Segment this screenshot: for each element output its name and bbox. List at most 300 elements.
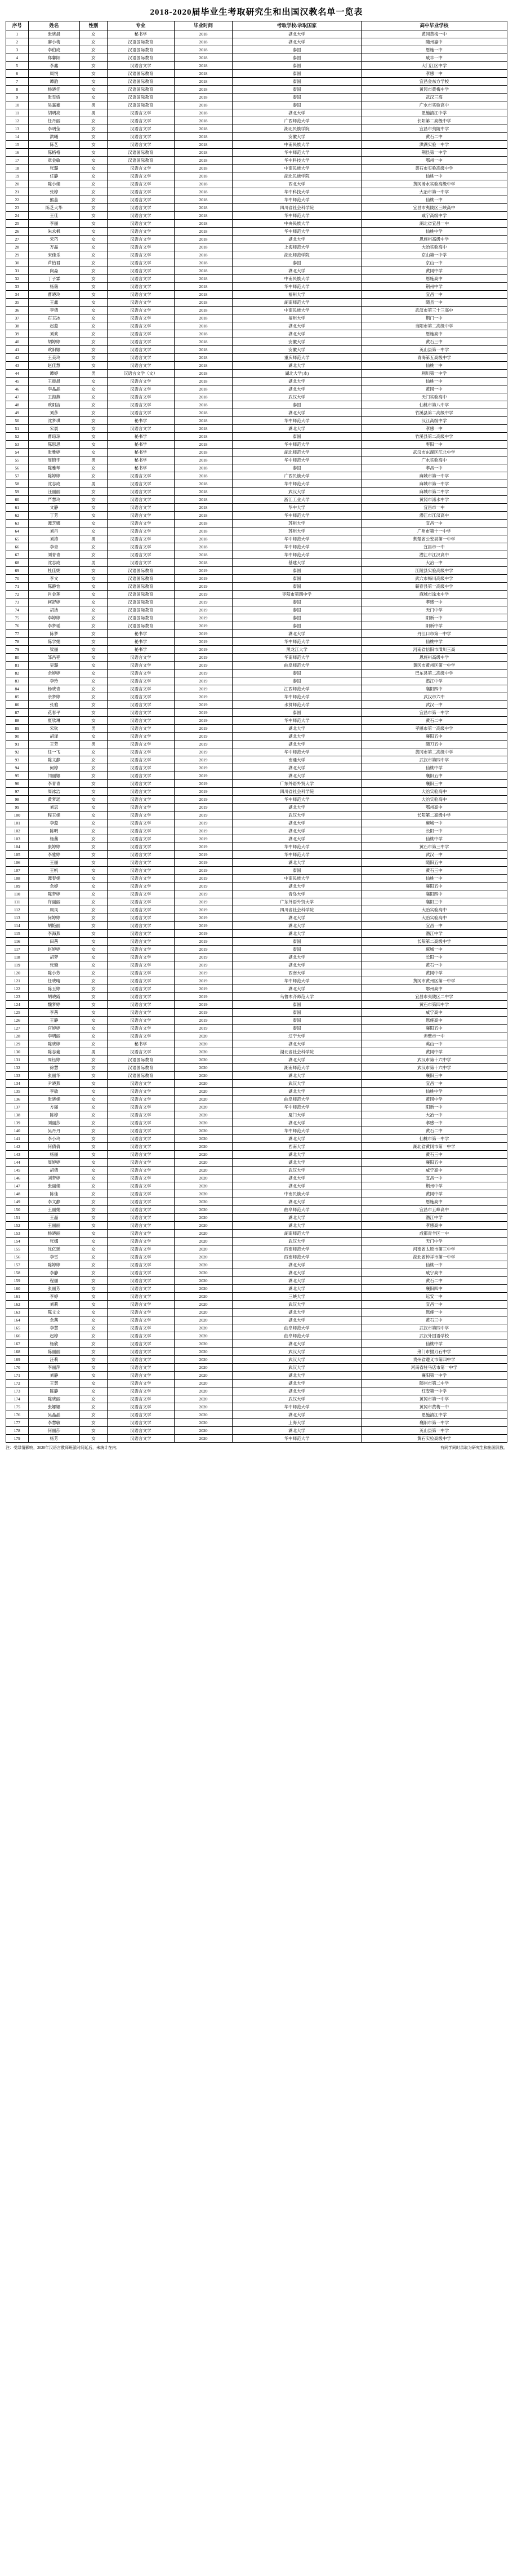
cell-major: 汉语言文学 (107, 1001, 174, 1009)
cell-index: 119 (6, 961, 29, 969)
cell-name: 李明莹 (28, 125, 79, 133)
cell-high-school: 湖北省黄冈市第一中学 (361, 1143, 507, 1151)
cell-index: 128 (6, 1032, 29, 1040)
cell-high-school: 麻城市涂水中学 (361, 591, 507, 598)
cell-major: 汉语言文学 (107, 733, 174, 741)
cell-graduation-year: 2018 (174, 243, 233, 251)
cell-major: 汉语国际教育 (107, 1064, 174, 1072)
cell-high-school: 孝昌一中 (361, 464, 507, 472)
cell-index: 63 (6, 520, 29, 527)
cell-major: 汉语言文学 (107, 378, 174, 385)
cell-graduation-year: 2018 (174, 464, 233, 472)
cell-high-school: 咸宁高中 (361, 1009, 507, 1017)
cell-destination: 武汉大学 (233, 393, 362, 401)
cell-major: 汉语言文学 (107, 1143, 174, 1151)
cell-major: 汉语言文学 (107, 701, 174, 709)
cell-destination: 湖北大学 (233, 985, 362, 993)
cell-major: 汉语言文学 (107, 772, 174, 780)
cell-gender: 女 (80, 1380, 108, 1387)
cell-gender: 女 (80, 228, 108, 236)
cell-name: 王佳 (28, 212, 79, 220)
cell-name: 丁子霖 (28, 275, 79, 283)
cell-name: 夏欣琳 (28, 717, 79, 725)
cell-name: 陈明 (28, 827, 79, 835)
cell-destination: 湖北大学 (233, 1277, 362, 1285)
cell-index: 134 (6, 1080, 29, 1088)
cell-index: 15 (6, 141, 29, 149)
cell-graduation-year: 2018 (174, 236, 233, 243)
cell-high-school: 黄石一中 (361, 961, 507, 969)
cell-high-school: 仙桃中学 (361, 638, 507, 646)
cell-graduation-year: 2018 (174, 109, 233, 117)
cell-high-school: 英山县第一中学 (361, 346, 507, 354)
cell-graduation-year: 2020 (174, 1403, 233, 1411)
table-row (6, 535, 507, 543)
cell-destination: 湖北大学 (233, 267, 362, 275)
cell-major: 汉语言文学 (107, 725, 174, 733)
cell-major: 汉语言文学 (107, 322, 174, 330)
cell-index: 178 (6, 1427, 29, 1435)
cell-graduation-year: 2020 (174, 1080, 233, 1088)
cell-index: 165 (6, 1324, 29, 1332)
cell-gender: 女 (80, 307, 108, 314)
cell-graduation-year: 2018 (174, 141, 233, 149)
table-row (6, 709, 507, 717)
cell-destination: 安徽大学 (233, 346, 362, 354)
cell-gender: 女 (80, 1293, 108, 1301)
cell-graduation-year: 2019 (174, 875, 233, 883)
cell-gender: 女 (80, 259, 108, 267)
cell-major: 汉语国际教育 (107, 591, 174, 598)
table-row (6, 875, 507, 883)
cell-index: 157 (6, 1261, 29, 1269)
cell-high-school: 襄阳三中 (361, 898, 507, 906)
cell-major: 汉语言文学 (107, 307, 174, 314)
cell-major: 汉语国际教育 (107, 54, 174, 62)
cell-graduation-year: 2020 (174, 1419, 233, 1427)
cell-gender: 女 (80, 630, 108, 638)
cell-major: 汉语言文学 (107, 1135, 174, 1143)
cell-gender: 女 (80, 1009, 108, 1017)
cell-graduation-year: 2018 (174, 314, 233, 322)
cell-destination: 泰国 (233, 1017, 362, 1025)
cell-major: 汉语言文学 (107, 954, 174, 961)
cell-destination: 华中师范大学 (233, 149, 362, 157)
table-row (6, 725, 507, 733)
cell-major: 汉语言文学 (107, 543, 174, 551)
cell-destination: 华中师范大学 (233, 851, 362, 859)
cell-major: 汉语国际教育 (107, 567, 174, 575)
table-header (6, 21, 507, 30)
cell-destination: 武汉大学 (233, 1080, 362, 1088)
cell-destination: 华中师范大学 (233, 228, 362, 236)
cell-gender: 女 (80, 851, 108, 859)
cell-graduation-year: 2018 (174, 101, 233, 109)
cell-graduation-year: 2018 (174, 330, 233, 338)
cell-name: 刘丹 (28, 527, 79, 535)
cell-index: 95 (6, 772, 29, 780)
cell-gender: 女 (80, 1088, 108, 1096)
cell-graduation-year: 2019 (174, 812, 233, 819)
table-row (6, 409, 507, 417)
cell-name: 陈丽丽 (28, 1348, 79, 1356)
cell-graduation-year: 2019 (174, 756, 233, 764)
table-row (6, 1380, 507, 1387)
cell-destination: 福州大学 (233, 314, 362, 322)
cell-name: 陈文文 (28, 1309, 79, 1316)
cell-gender: 女 (80, 1364, 108, 1372)
cell-name: 李青青 (28, 780, 79, 788)
cell-high-school: 红安第一中学 (361, 1387, 507, 1395)
cell-graduation-year: 2019 (174, 788, 233, 796)
cell-high-school: 鄂州高中 (361, 804, 507, 812)
cell-major: 汉语言文学 (107, 1245, 174, 1253)
cell-index: 120 (6, 969, 29, 977)
cell-destination: 浙江工业大学 (233, 496, 362, 504)
cell-major: 汉语言文学 (107, 1277, 174, 1285)
cell-gender: 女 (80, 409, 108, 417)
cell-major: 汉语言文学 (107, 243, 174, 251)
table-row (6, 464, 507, 472)
cell-name: 李敏 (28, 1088, 79, 1096)
cell-gender: 女 (80, 46, 108, 54)
cell-graduation-year: 2019 (174, 630, 233, 638)
table-row (6, 654, 507, 662)
cell-index: 96 (6, 780, 29, 788)
cell-index: 49 (6, 409, 29, 417)
cell-graduation-year: 2020 (174, 1167, 233, 1174)
cell-graduation-year: 2018 (174, 354, 233, 362)
cell-high-school: 襄阳市第一中学 (361, 1419, 507, 1427)
table-row (6, 898, 507, 906)
cell-high-school: 荆州中学 (361, 1182, 507, 1190)
cell-major: 汉语言文学 (107, 1048, 174, 1056)
table-row (6, 512, 507, 520)
cell-graduation-year: 2019 (174, 764, 233, 772)
cell-graduation-year: 2019 (174, 1025, 233, 1032)
cell-gender: 女 (80, 938, 108, 946)
cell-graduation-year: 2019 (174, 772, 233, 780)
cell-index: 46 (6, 385, 29, 393)
cell-graduation-year: 2019 (174, 993, 233, 1001)
cell-gender: 女 (80, 819, 108, 827)
table-row (6, 141, 507, 149)
cell-destination: 湖北大学 (233, 425, 362, 433)
cell-index: 123 (6, 993, 29, 1001)
cell-graduation-year: 2020 (174, 1190, 233, 1198)
cell-name: 赵婷 (28, 1332, 79, 1340)
cell-high-school: 孝感市第一高级中学 (361, 725, 507, 733)
cell-destination: 泰国 (233, 101, 362, 109)
cell-destination: 曲阜师范大学 (233, 662, 362, 670)
table-row (6, 583, 507, 591)
cell-destination: 广西师范大学 (233, 117, 362, 125)
cell-name: 任一飞 (28, 748, 79, 756)
cell-graduation-year: 2018 (174, 488, 233, 496)
cell-destination: 西南大学 (233, 969, 362, 977)
cell-name: 吴丹丹 (28, 1127, 79, 1135)
cell-graduation-year: 2020 (174, 1214, 233, 1222)
cell-gender: 女 (80, 1174, 108, 1182)
cell-destination: 湖北大学 (233, 1269, 362, 1277)
table-row (6, 906, 507, 914)
cell-major: 汉语国际教育 (107, 614, 174, 622)
cell-gender: 女 (80, 693, 108, 701)
cell-destination: 华中师范大学 (233, 748, 362, 756)
cell-graduation-year: 2018 (174, 54, 233, 62)
cell-destination: 泰国 (233, 62, 362, 70)
cell-destination: 泰国 (233, 670, 362, 677)
cell-gender: 女 (80, 433, 108, 441)
cell-major: 汉语言文学（文） (107, 370, 174, 378)
cell-graduation-year: 2018 (174, 86, 233, 94)
cell-index: 87 (6, 709, 29, 717)
table-row (6, 291, 507, 299)
table-row (6, 172, 507, 180)
cell-graduation-year: 2018 (174, 78, 233, 86)
cell-high-school: 麻城市第二中学 (361, 488, 507, 496)
cell-high-school: 京山第一中学 (361, 251, 507, 259)
cell-high-school: 仙桃一中 (361, 196, 507, 204)
cell-major: 汉语言文学 (107, 819, 174, 827)
table-row (6, 267, 507, 275)
cell-graduation-year: 2020 (174, 1277, 233, 1285)
cell-name: 张丽芳 (28, 1285, 79, 1293)
cell-name: 许丽丽 (28, 898, 79, 906)
cell-name: 宋巧 (28, 236, 79, 243)
cell-high-school: 恩施州高级中学 (361, 654, 507, 662)
cell-index: 84 (6, 685, 29, 693)
table-row (6, 1064, 507, 1072)
cell-gender: 女 (80, 30, 108, 38)
cell-index: 149 (6, 1198, 29, 1206)
cell-high-school: 黄冈市黄梅中学 (361, 86, 507, 94)
cell-major: 汉语言文学 (107, 393, 174, 401)
cell-high-school: 黄石三中 (361, 1316, 507, 1324)
cell-major: 秘书学 (107, 449, 174, 456)
cell-gender: 女 (80, 496, 108, 504)
cell-graduation-year: 2019 (174, 591, 233, 598)
cell-graduation-year: 2018 (174, 346, 233, 354)
cell-index: 26 (6, 228, 29, 236)
table-row (6, 527, 507, 535)
table-row (6, 472, 507, 480)
table-row (6, 1411, 507, 1419)
cell-major: 汉语言文学 (107, 709, 174, 717)
cell-destination: 湖北大学 (233, 385, 362, 393)
cell-major: 汉语言文学 (107, 1096, 174, 1103)
cell-destination: 曲阜师范大学 (233, 1332, 362, 1340)
cell-high-school: 仙桃一中 (361, 172, 507, 180)
table-row (6, 685, 507, 693)
cell-name: 陈婷婷 (28, 1261, 79, 1269)
cell-gender: 女 (80, 1198, 108, 1206)
cell-index: 124 (6, 1001, 29, 1009)
cell-gender: 女 (80, 717, 108, 725)
table-row (6, 969, 507, 977)
cell-gender: 女 (80, 835, 108, 843)
table-row (6, 480, 507, 488)
cell-index: 28 (6, 243, 29, 251)
cell-name: 李倩 (28, 307, 79, 314)
cell-destination: 华中师范大学 (233, 456, 362, 464)
table-row (6, 1127, 507, 1135)
table-row (6, 393, 507, 401)
cell-name: 王静 (28, 1017, 79, 1025)
cell-major: 汉语言文学 (107, 867, 174, 875)
cell-major: 汉语言文学 (107, 488, 174, 496)
table-row (6, 796, 507, 804)
cell-high-school: 青海第五高级中学 (361, 354, 507, 362)
cell-index: 171 (6, 1372, 29, 1380)
table-row (6, 1332, 507, 1340)
cell-graduation-year: 2019 (174, 575, 233, 583)
cell-name: 张丽华 (28, 1072, 79, 1080)
cell-high-school: 长阳第二高级中学 (361, 938, 507, 946)
cell-major: 汉语言文学 (107, 220, 174, 228)
cell-gender: 女 (80, 646, 108, 654)
cell-destination: 湖南师范大学 (233, 299, 362, 307)
cell-graduation-year: 2019 (174, 709, 233, 717)
cell-graduation-year: 2019 (174, 677, 233, 685)
cell-index: 65 (6, 535, 29, 543)
cell-gender: 女 (80, 883, 108, 890)
cell-destination: 湖北大学 (233, 725, 362, 733)
cell-index: 25 (6, 220, 29, 228)
cell-index: 32 (6, 275, 29, 283)
table-row (6, 401, 507, 409)
cell-gender: 女 (80, 1261, 108, 1269)
cell-index: 164 (6, 1316, 29, 1324)
cell-high-school: 武汉外国语学校 (361, 1332, 507, 1340)
cell-high-school: 阳新中学 (361, 622, 507, 630)
cell-high-school: 襄阳四中 (361, 685, 507, 693)
cell-name: 李文 (28, 575, 79, 583)
cell-name: 吴晶晶 (28, 1411, 79, 1419)
cell-gender: 女 (80, 591, 108, 598)
cell-gender: 女 (80, 1040, 108, 1048)
cell-gender: 女 (80, 567, 108, 575)
cell-graduation-year: 2020 (174, 1127, 233, 1135)
cell-name: 周婷婷 (28, 1159, 79, 1167)
cell-name: 陈思思 (28, 441, 79, 449)
cell-index: 102 (6, 827, 29, 835)
cell-destination: 泰国 (233, 94, 362, 101)
cell-high-school: 武汉市第十六中学 (361, 1056, 507, 1064)
cell-name: 余茜 (28, 1316, 79, 1324)
cell-destination: 曲阜师范大学 (233, 1096, 362, 1103)
cell-gender: 女 (80, 322, 108, 330)
cell-index: 103 (6, 835, 29, 843)
cell-index: 80 (6, 654, 29, 662)
cell-gender: 女 (80, 1269, 108, 1277)
cell-high-school: 恩施高中 (361, 1198, 507, 1206)
cell-name: 李婷婷 (28, 614, 79, 622)
cell-name: 严慧玲 (28, 496, 79, 504)
cell-gender: 女 (80, 283, 108, 291)
cell-name: 张雅 (28, 701, 79, 709)
cell-major: 汉语言文学 (107, 859, 174, 867)
cell-index: 34 (6, 291, 29, 299)
table-row (6, 543, 507, 551)
cell-name: 沈志成 (28, 480, 79, 488)
cell-major: 汉语言文学 (107, 527, 174, 535)
cell-high-school: 随阳五中 (361, 859, 507, 867)
cell-high-school: 宜昌金东方学校 (361, 78, 507, 86)
cell-gender: 女 (80, 417, 108, 425)
table-row (6, 54, 507, 62)
cell-high-school: 宜昌市夷陵中学 (361, 125, 507, 133)
cell-high-school: 黄石市第四中学 (361, 1001, 507, 1009)
cell-destination: 泰国 (233, 464, 362, 472)
cell-destination: 西北大学 (233, 180, 362, 188)
cell-gender: 女 (80, 1072, 108, 1080)
cell-name: 方丽 (28, 1103, 79, 1111)
cell-high-school: 宜昌市一中 (361, 504, 507, 512)
table-row (6, 930, 507, 938)
cell-gender: 女 (80, 685, 108, 693)
cell-index: 37 (6, 314, 29, 322)
cell-destination: 华中师范大学 (233, 1127, 362, 1135)
cell-index: 75 (6, 614, 29, 622)
column-header-graduation-year: 毕业时间 (174, 21, 233, 30)
cell-index: 154 (6, 1238, 29, 1245)
cell-high-school: 潜江市江汉高中 (361, 551, 507, 559)
cell-gender: 女 (80, 346, 108, 354)
cell-name: 万晶 (28, 243, 79, 251)
cell-name: 任丹丽 (28, 117, 79, 125)
cell-name: 花春平 (28, 709, 79, 717)
cell-index: 179 (6, 1435, 29, 1443)
cell-name: 周悦 (28, 70, 79, 78)
cell-name: 张晓娟 (28, 1096, 79, 1103)
table-row (6, 488, 507, 496)
table-row (6, 1001, 507, 1009)
cell-high-school: 咸宁高中 (361, 1269, 507, 1277)
cell-major: 汉语言文学 (107, 251, 174, 259)
cell-destination: 湖北民族学院 (233, 172, 362, 180)
table-row (6, 1301, 507, 1309)
cell-index: 93 (6, 756, 29, 764)
cell-major: 汉语言文学 (107, 125, 174, 133)
cell-destination: 中南民族大学 (233, 141, 362, 149)
cell-major: 汉语国际教育 (107, 70, 174, 78)
table-row (6, 354, 507, 362)
cell-gender: 女 (80, 236, 108, 243)
cell-name: 陈格格 (28, 149, 79, 157)
cell-gender: 女 (80, 551, 108, 559)
cell-high-school: 广州市第十一中学 (361, 527, 507, 535)
cell-index: 51 (6, 425, 29, 433)
cell-index: 76 (6, 622, 29, 630)
cell-high-school: 宜昌一中 (361, 1174, 507, 1182)
cell-graduation-year: 2019 (174, 922, 233, 930)
cell-high-school: 襄阳五中 (361, 733, 507, 741)
cell-graduation-year: 2020 (174, 1340, 233, 1348)
table-row (6, 575, 507, 583)
cell-destination: 泰国 (233, 938, 362, 946)
cell-graduation-year: 2018 (174, 117, 233, 125)
table-row (6, 1238, 507, 1245)
cell-high-school: 黄冈黄梅一中 (361, 30, 507, 38)
cell-graduation-year: 2020 (174, 1048, 233, 1056)
cell-major: 汉语言文学 (107, 188, 174, 196)
cell-index: 64 (6, 527, 29, 535)
cell-name: 周锦宇 (28, 456, 79, 464)
cell-graduation-year: 2018 (174, 480, 233, 488)
cell-high-school: 天门实验高中 (361, 393, 507, 401)
cell-major: 汉语言文学 (107, 1174, 174, 1182)
